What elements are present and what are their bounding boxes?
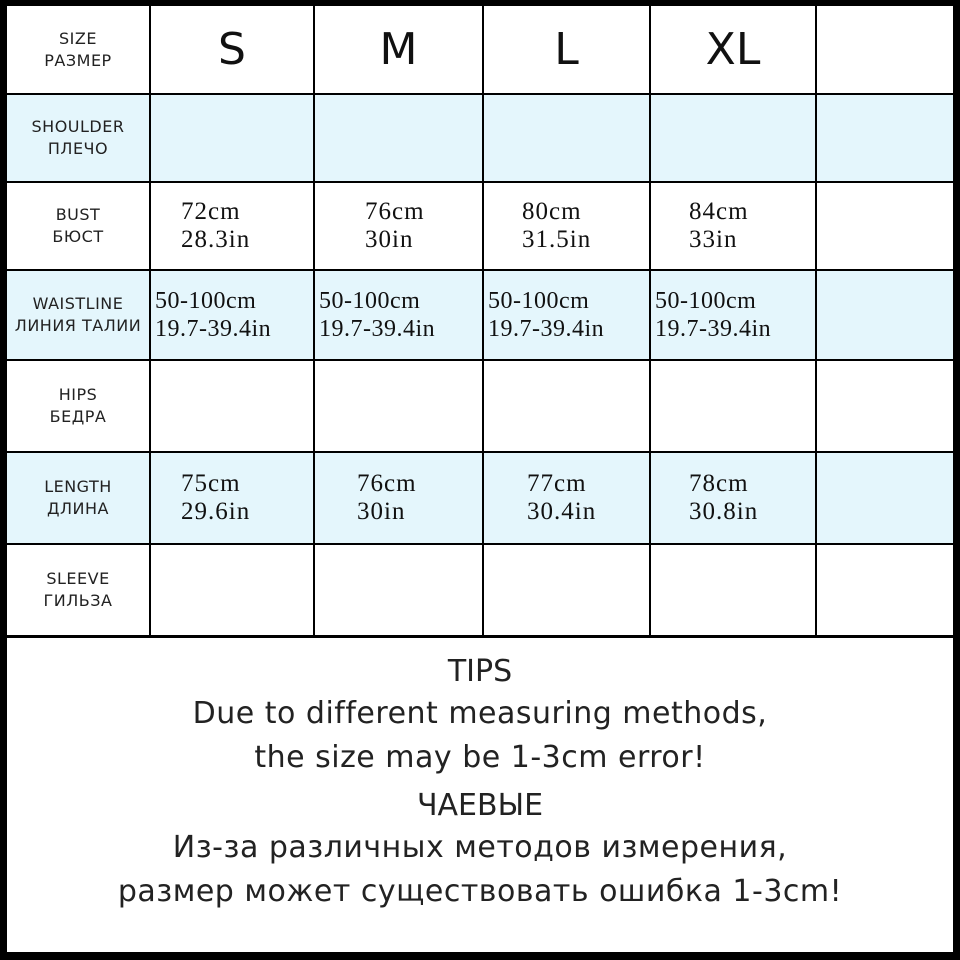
value-cell [150,94,314,182]
row-label-en: LENGTH [44,477,112,496]
value-cell [483,360,650,452]
value-cell [314,544,483,636]
value-cell [314,94,483,182]
value-cell [816,360,953,452]
value-in: 29.6in [181,498,251,525]
size-label-ru: РАЗМЕР [44,50,112,70]
value-cm: 84cm [689,198,749,225]
row-label-hips [7,360,150,452]
row-label-en: SHOULDER [31,117,125,136]
value-cell [314,360,483,452]
value-cm: 72cm [181,198,241,225]
bust-row [7,182,953,270]
shoulder-row [7,94,953,182]
size-table [7,6,953,637]
tips-title-en: TIPS [447,654,513,689]
waistline-row [7,270,953,360]
tips-section [7,636,953,954]
value-cm: 50-100cm [319,288,421,314]
row-label-ru: ГИЛЬЗА [43,591,113,610]
size-m: M [314,6,483,94]
value-cell [483,544,650,636]
row-label-en: WAISTLINE [32,294,124,313]
row-label-ru: ПЛЕЧО [47,139,109,158]
value-in: 28.3in [181,226,251,253]
value-cm: 50-100cm [488,288,590,314]
tips-line2-ru: размер может существовать ошибка 1-3cm! [117,874,843,909]
value-in: 19.7-39.4in [319,316,436,342]
row-label-en: BUST [55,205,101,224]
value-cm: 50-100cm [155,288,257,314]
size-extra [816,6,953,94]
sleeve-row [7,544,953,636]
value-cell [150,270,314,360]
value-cell [314,452,483,544]
value-cell [650,94,816,182]
value-cell [483,94,650,182]
size-s: S [150,6,314,94]
row-label-bust [7,182,150,270]
value-in: 30in [357,498,406,525]
value-cell [650,270,816,360]
value-in: 31.5in [522,226,592,253]
value-cell [314,182,483,270]
value-cell [816,270,953,360]
value-in: 30in [365,226,414,253]
size-label-cell [7,6,150,94]
value-cell [650,544,816,636]
row-label-ru: ДЛИНА [47,499,109,518]
header-row [7,6,953,94]
row-label-shoulder [7,94,150,182]
size-chart [7,6,953,952]
row-label-en: HIPS [58,385,98,404]
value-in: 30.8in [689,498,759,525]
size-l: L [483,6,650,94]
size-xl: XL [650,6,816,94]
length-row [7,452,953,544]
row-label-ru: ЛИНИЯ ТАЛИИ [14,316,142,335]
value-cm: 77cm [527,470,587,497]
value-cell [650,182,816,270]
value-cm: 76cm [357,470,417,497]
value-cm: 78cm [689,470,749,497]
value-cell [816,94,953,182]
row-label-en: SLEEVE [46,569,110,588]
value-in: 19.7-39.4in [155,316,272,342]
hips-row [7,360,953,452]
value-cell [483,182,650,270]
value-cm: 75cm [181,470,241,497]
value-cell [650,452,816,544]
value-cell [483,270,650,360]
value-cell [150,360,314,452]
value-cm: 80cm [522,198,582,225]
size-label-en: SIZE [59,28,97,48]
value-cell [150,544,314,636]
tips-line1-en: Due to different measuring methods, [192,696,768,731]
tips-line1-ru: Из-за различных методов измерения, [172,830,788,865]
tips-title-ru: ЧАЕВЫЕ [416,788,544,823]
value-cm: 50-100cm [655,288,757,314]
value-in: 33in [689,226,738,253]
value-cell [816,452,953,544]
value-cell [650,360,816,452]
row-label-ru: БЮСТ [52,227,104,246]
value-in: 19.7-39.4in [655,316,772,342]
row-label-sleeve [7,544,150,636]
value-in: 30.4in [527,498,597,525]
value-cell [816,544,953,636]
value-cell [150,452,314,544]
row-label-waistline [7,270,150,360]
row-label-length [7,452,150,544]
value-in: 19.7-39.4in [488,316,605,342]
value-cm: 76cm [365,198,425,225]
value-cell [483,452,650,544]
tips-line2-en: the size may be 1-3cm error! [254,740,706,775]
value-cell [150,182,314,270]
row-label-ru: БЕДРА [49,407,107,426]
value-cell [816,182,953,270]
value-cell [314,270,483,360]
